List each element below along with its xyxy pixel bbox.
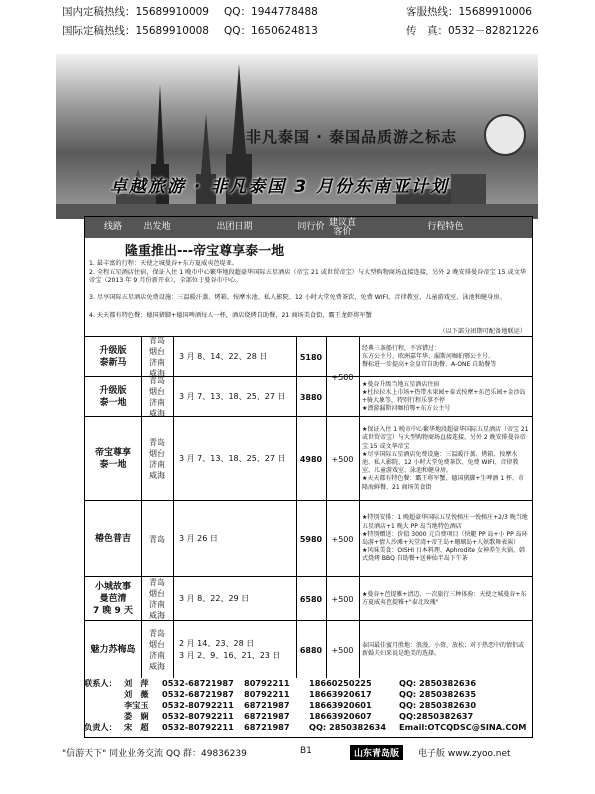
page-number: B1 bbox=[300, 746, 312, 756]
header-retail-price: 建议直客价 bbox=[328, 217, 356, 237]
route-price: 6580 bbox=[299, 594, 323, 604]
promo-section bbox=[85, 238, 532, 336]
column-divider bbox=[141, 336, 142, 678]
route-extra: +500 bbox=[331, 594, 354, 604]
contact-name: 刘 萍 bbox=[124, 678, 149, 688]
route-price: 5180 bbox=[299, 352, 323, 362]
contact-mobile: QQ: 2850382634 bbox=[309, 722, 387, 732]
contact-tel: 68721987 bbox=[244, 722, 290, 732]
contact-phone: 0532-68721987 bbox=[162, 678, 234, 688]
header-features: 行程特色 bbox=[427, 222, 464, 232]
contact-list bbox=[84, 678, 531, 734]
route-extra: +500 bbox=[331, 372, 354, 382]
table-row bbox=[85, 500, 532, 577]
route-name: 魅力苏梅岛 bbox=[90, 645, 136, 655]
contact-qq: Email:OTCQDSC@SINA.COM bbox=[399, 722, 527, 732]
route-departure: 青岛 烟台 济南 威海 bbox=[149, 629, 165, 671]
header-peer-price: 同行价 bbox=[297, 222, 325, 232]
table-row bbox=[85, 620, 532, 679]
route-dates: 3 月 7、13、18、25、27 日 bbox=[179, 392, 286, 401]
route-extra: +500 bbox=[331, 645, 354, 655]
intl-hotline: 国际定稿热线：15689910008 bbox=[62, 25, 209, 37]
column-divider bbox=[359, 336, 360, 678]
route-price: 6880 bbox=[299, 645, 323, 655]
header-dates: 出团日期 bbox=[216, 222, 253, 232]
promo-title: 隆重推出---帝宝尊享泰一地 bbox=[125, 244, 285, 259]
contact-row bbox=[84, 722, 531, 733]
route-desc: ★曼谷+芭提雅+清迈，一次旅行三种体验：天使之城曼谷+东方夏威夷芭提雅+"泰北玫瑰" bbox=[362, 590, 527, 606]
header-departure: 出发地 bbox=[143, 222, 171, 232]
contact-tel: 68721987 bbox=[244, 700, 290, 710]
contact-row bbox=[84, 700, 531, 711]
contact-phone: 0532-68721987 bbox=[162, 689, 234, 699]
brand-seal-icon bbox=[484, 114, 526, 156]
contact-phone: 0532-80792211 bbox=[162, 700, 234, 710]
route-dates: 3 月 8、14、22、28 日 bbox=[179, 352, 268, 361]
fax-number: 传 真：0532－82821226 bbox=[406, 25, 539, 37]
contact-phone: 0532-80792211 bbox=[162, 722, 234, 732]
route-price: 3880 bbox=[299, 392, 323, 402]
promo-item: 4. 天天都有特色餐：德国猪脚+德国啤酒每人一杯，酒店烧烤自助餐，21 商场美食街，霸王龙虾将军蟹 bbox=[89, 312, 372, 319]
contact-name: 宋 超 bbox=[124, 722, 149, 732]
route-dates: 3 月 26 日 bbox=[179, 534, 218, 543]
table-row bbox=[85, 336, 532, 382]
route-name: 升级版 泰一地 bbox=[99, 386, 127, 408]
intl-qq: QQ：1650624813 bbox=[224, 25, 318, 37]
route-name: 椿色普吉 bbox=[94, 534, 131, 544]
route-name: 帝宝尊享 泰一地 bbox=[94, 448, 131, 470]
table-row bbox=[85, 376, 532, 417]
column-divider bbox=[173, 336, 174, 678]
contact-tel: 80792211 bbox=[244, 689, 290, 699]
hotline-header bbox=[0, 0, 595, 54]
banner-title: 卓越旅游 · 非凡泰国 3 月份东南亚计划 bbox=[110, 177, 449, 197]
contact-role: 负责人： bbox=[84, 722, 117, 732]
route-extra: +500 bbox=[331, 454, 354, 464]
route-departure: 青岛 烟台 济南 威海 bbox=[149, 376, 165, 418]
edition-brand: 山东青岛版 bbox=[350, 745, 403, 760]
route-desc: 经典三条船行程，不容错过： 东方公主号、欧洲嘉年华、漏斯河咖拍鄂公主号、 餐标进一步提高+金皇宫自助餐、A-ONE 自助餐等 bbox=[362, 344, 497, 369]
domestic-hotline: 国内定稿热线：15689910009 bbox=[62, 6, 209, 18]
contact-name: 娄 娴 bbox=[124, 711, 149, 721]
temple-banner bbox=[56, 54, 538, 219]
promo-item: 3. 尽享国际五星酒店免费设施：三温暖汗蒸、烤箱、按摩水池、私人影院、12 小时大堂免费茶饮、免费 WIFI、音律教室、儿童游戏室、泳池和健身房。 bbox=[89, 294, 506, 301]
route-desc: 泰国最佳蜜月胜地：浪漫、小资、放松；对于热恋中的情侣或新婚夫妇来说是绝美的选择。 bbox=[362, 641, 525, 657]
route-price: 5980 bbox=[299, 534, 323, 544]
column-divider bbox=[326, 336, 327, 678]
contact-mobile: 18663920607 bbox=[309, 711, 372, 721]
table-row bbox=[85, 576, 532, 621]
promo-item: 1. 最丰富的行程：天使之城曼谷+东方夏威夷芭堤亚。 bbox=[89, 260, 239, 267]
route-departure: 青岛 烟台 济南 威海 bbox=[149, 438, 165, 480]
route-dates: 2 月 14、23、28 日 3 月 2、9、16、21、23 日 bbox=[179, 639, 281, 660]
route-name: 小城故事 曼芭清 7 晚 9 天 bbox=[93, 582, 133, 616]
route-departure: 青岛 bbox=[149, 534, 165, 544]
contact-phone: 0532-80792211 bbox=[162, 711, 234, 721]
contact-mobile: 18663920617 bbox=[309, 689, 372, 699]
contact-tel: 80792211 bbox=[244, 678, 290, 688]
contact-tel: 68721987 bbox=[244, 711, 290, 721]
contact-name: 刘 薇 bbox=[124, 689, 149, 699]
contact-role: 联系人： bbox=[84, 678, 117, 688]
route-departure: 青岛 烟台 济南 威海 bbox=[149, 336, 165, 378]
route-table bbox=[84, 216, 533, 738]
table-row bbox=[85, 416, 532, 501]
domestic-qq: QQ：1944778488 bbox=[224, 6, 318, 18]
route-dates: 3 月 8、22、29 日 bbox=[179, 594, 250, 603]
contact-row bbox=[84, 678, 531, 689]
route-name: 升级版 泰新马 bbox=[99, 346, 127, 368]
promo-note: （以下部分团期可配备地联运） bbox=[439, 328, 526, 335]
route-desc: ★曼谷升级当地五星酒店住宿 ★杜拉拉水上市场+热带水果园+泰式按摩+东芭乐园+金沙岛+骑大象等，特别行程乐事不停 ★漂游漏斯河咖拍鄂+东方公主号 bbox=[362, 380, 526, 413]
route-departure: 青岛 烟台 济南 威海 bbox=[149, 578, 165, 620]
header-route: 线路 bbox=[103, 222, 122, 232]
contact-qq: QQ: 2850382630 bbox=[399, 700, 477, 710]
banner-slogan: 非凡泰国 · 泰国品质游之标志 bbox=[246, 128, 458, 146]
qq-group: "信游天下" 同业业务交流 QQ 群：49836239 bbox=[62, 749, 247, 759]
service-hotline: 客服热线：15689910006 bbox=[406, 6, 532, 18]
route-dates: 3 月 7、13、18、25、27 日 bbox=[179, 454, 286, 463]
edition-website: 电子版 www.zyoo.net bbox=[418, 749, 511, 759]
contact-qq: QQ:2850382637 bbox=[399, 711, 474, 721]
route-desc: ★特别安排：1 晚超豪华国际五星悦榕庄一悦榕庄+2/3 晚当地五星酒店+1 晚大 PP 岛当地特色酒店 ★特别赠送：价值 3000 元自费项目（快艇 PP 岛+小 PP 岛环岛游+情人沙滩+天堂湾+帝王岛+珊瑚岛+人妖歌舞表演） ★风味美食：OISHI 日本料理、Aphrodite 女神养生火锅、韩式烧烤 BBQ 自助餐+送神仙半岛下午茶 bbox=[362, 514, 528, 563]
contact-qq: QQ: 2850382636 bbox=[399, 678, 477, 688]
contact-row bbox=[84, 711, 531, 722]
route-desc: ★保证入住 1 晚市中心繁华地段超豪华国际五星酒店（帝宝 21 或世贸帝宝）与大型购物商场直接连接，另外 2 晚安排曼谷帝宝 15 或文华帝宝 ★尽享国际五星酒店免费设施：三温暖汗蒸、烤箱、按摩水池、私人影院、12 小时大堂免费茶饮、免费 WIFI、音律教室、儿童游戏室、泳池和健身房。 ★天天都有特色餐：霸王将军蟹、德国猪脚+生啤酒 1 杯、市隆海鲜餐、21 商场美食街 bbox=[362, 426, 529, 491]
contact-row bbox=[84, 689, 531, 700]
promo-item: 2. 全程五星酒店住宿，保证入住 1 晚市中心繁华地段超豪华国际五星酒店（帝宝 21 或世贸帝宝）与大型购物商场直接连接，另外 2 晚安排曼谷帝宝 15 或文华帝宝（2013 年 9 月份新开业），全部位于曼谷市中心。 bbox=[89, 269, 527, 284]
page-footer bbox=[0, 738, 595, 768]
column-divider bbox=[296, 336, 297, 678]
contact-mobile: 18663920601 bbox=[309, 700, 372, 710]
route-price: 4980 bbox=[299, 454, 323, 464]
route-extra: +500 bbox=[331, 534, 354, 544]
contact-mobile: 18660250225 bbox=[309, 678, 372, 688]
contact-name: 李宝玉 bbox=[124, 700, 149, 710]
table-header bbox=[85, 217, 532, 238]
contact-qq: QQ: 2850382635 bbox=[399, 689, 477, 699]
